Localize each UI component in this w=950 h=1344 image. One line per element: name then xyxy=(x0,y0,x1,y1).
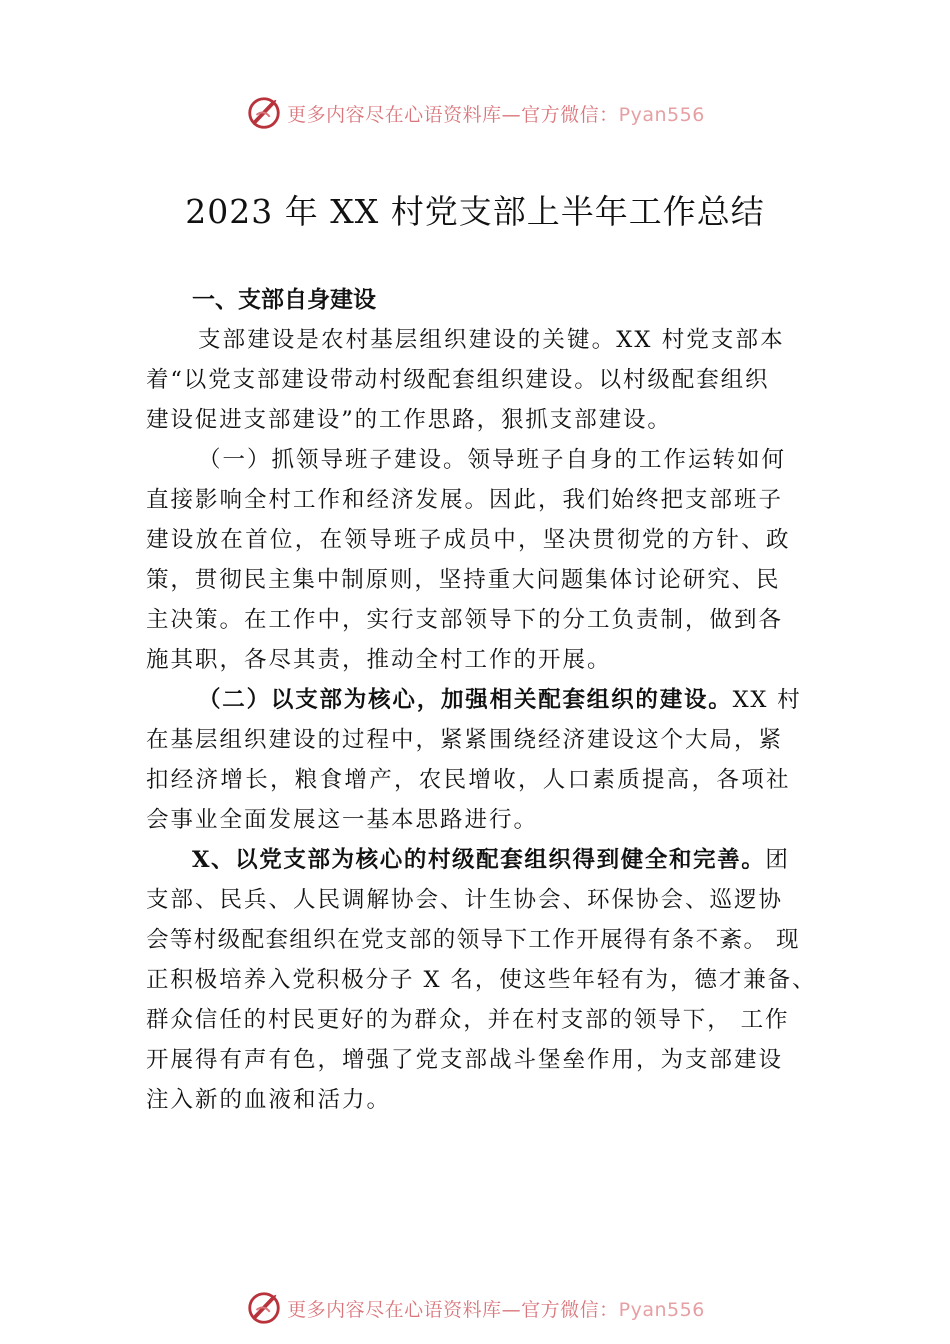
subsection-heading: （二）以支部为核心，加强相关配套组织的建设。 xyxy=(198,687,733,713)
paragraph-line: 建设放在首位，在领导班子成员中，坚决贯彻党的方针、政 xyxy=(146,527,791,553)
watermark-text: 更多内容尽在心语资料库—官方微信：Pyan556 xyxy=(287,1298,705,1321)
paragraph-line: 注入新的血液和活力。 xyxy=(146,1087,392,1113)
paragraph-line: 主决策。在工作中，实行支部领导下的分工负责制，做到各 xyxy=(146,607,784,633)
paragraph-line: 支部、民兵、人民调解协会、计生协会、环保协会、巡逻协 xyxy=(146,887,784,913)
paragraph-line: X、以党支部为核心的村级配套组织得到健全和完善。团 xyxy=(192,847,790,873)
paragraph-line: 扣经济增长，粮食增产，农民增收，人口素质提高，各项社 xyxy=(146,767,791,793)
paragraph-line: 着“以党支部建设带动村级配套组织建设。以村级配套组织 xyxy=(146,367,770,393)
paragraph-line: 建设促进支部建设”的工作思路，狠抓支部建设。 xyxy=(146,407,672,433)
paragraph-line: 群众信任的村民更好的为群众，并在村支部的领导下， 工作 xyxy=(146,1007,790,1033)
paragraph-line: 策，贯彻民主集中制原则，坚持重大问题集体讨论研究、民 xyxy=(146,567,781,593)
paragraph-line: 会等村级配套组织在党支部的领导下工作开展得有条不紊。 现 xyxy=(146,927,800,953)
wechat-id: Pyan556 xyxy=(618,1298,705,1321)
pen-seal-logo-icon xyxy=(245,1289,283,1327)
watermark-text: 更多内容尽在心语资料库—官方微信：Pyan556 xyxy=(287,103,705,126)
paragraph-line: 会事业全面发展这一基本思路进行。 xyxy=(146,807,539,833)
paragraph-line: （二）以支部为核心，加强相关配套组织的建设。XX 村 xyxy=(198,687,802,713)
watermark-banner-top xyxy=(0,93,950,133)
pen-seal-logo-icon xyxy=(245,94,283,132)
paragraph-line: 在基层组织建设的过程中，紧紧围绕经济建设这个大局，紧 xyxy=(146,727,784,753)
document-body xyxy=(146,280,818,1120)
subsection-heading: X、以党支部为核心的村级配套组织得到健全和完善。 xyxy=(192,847,766,873)
subsection-heading: （一）抓领导班子建设。 xyxy=(198,447,468,473)
document-title: 2023 年 XX 村党支部上半年工作总结 xyxy=(185,192,765,231)
paragraph-line: 正积极培养入党积极分子 X 名，使这些年轻有为，德才兼备、 xyxy=(146,967,817,993)
paragraph-line: 开展得有声有色，增强了党支部战斗堡垒作用，为支部建设 xyxy=(146,1047,784,1073)
paragraph-line: 施其职，各尽其责，推动全村工作的开展。 xyxy=(146,647,612,673)
watermark-banner-bottom xyxy=(0,1288,950,1328)
paragraph-line: 支部建设是农村基层组织建设的关键。XX 村党支部本 xyxy=(198,327,785,353)
section-heading: 一、支部自身建设 xyxy=(192,286,376,313)
wechat-id: Pyan556 xyxy=(618,103,705,126)
paragraph-line: （一）抓领导班子建设。领导班子自身的工作运转如何 xyxy=(198,447,787,473)
paragraph-line: 直接影响全村工作和经济发展。因此，我们始终把支部班子 xyxy=(146,487,784,513)
